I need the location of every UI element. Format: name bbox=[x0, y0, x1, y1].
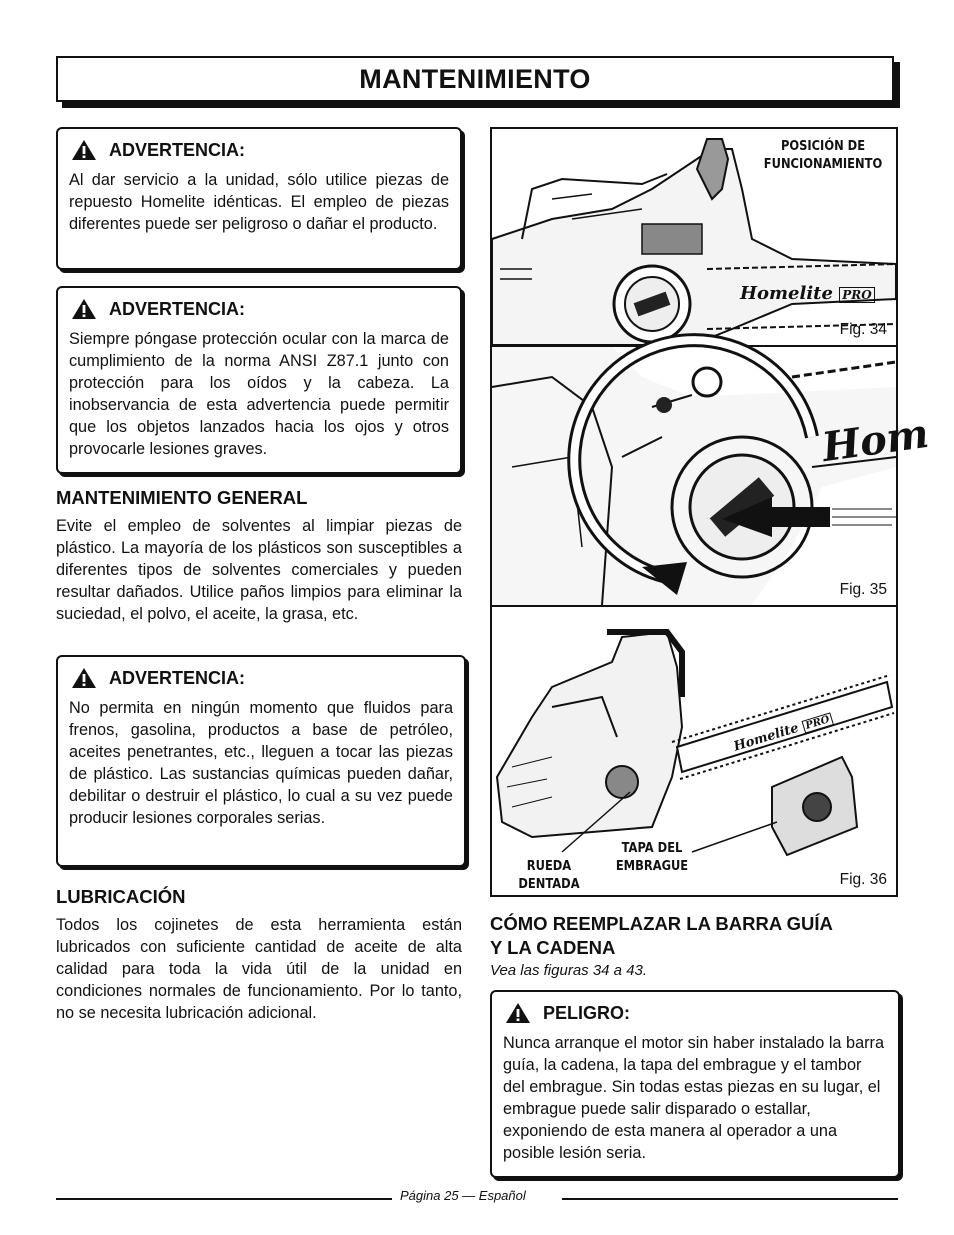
footer-page-number: Página 25 — Español bbox=[400, 1188, 526, 1203]
replace-bar-subtext: Vea las figuras 34 a 43. bbox=[490, 962, 648, 979]
warning-label: ADVERTENCIA: bbox=[109, 298, 246, 319]
footer-rule-left bbox=[56, 1198, 392, 1200]
figure-36 bbox=[490, 605, 898, 897]
danger-text: Nunca arranque el motor sin haber instalado la barra guía, la cadena, la tapa del embrague y el tambor del embrague. Sin todas estas piezas en su lugar, el embrague puede salir disparado o estallar, exponiendo de esta manera al operador a una posible lesión seria. bbox=[503, 1034, 885, 1162]
warning-header bbox=[71, 139, 449, 161]
brand-logo: Homelite PRO bbox=[740, 283, 875, 304]
danger-label: PELIGRO: bbox=[543, 1002, 631, 1023]
warning-icon bbox=[71, 298, 97, 320]
lubrication-text: Todos los cojinetes de esta herramienta están lubricados con suficiente cantidad de aceite de alta calidad para toda la vida útil de la unidad en condiciones normales de funcionamiento. Por lo tanto, no se necesita lubricación adicional. bbox=[56, 916, 462, 1022]
page-title-box bbox=[56, 56, 894, 102]
warning-box-eye-protection bbox=[56, 286, 462, 474]
warning-label: ADVERTENCIA: bbox=[109, 139, 246, 160]
figure-caption: Fig. 36 bbox=[839, 871, 887, 888]
warning-text: Al dar servicio a la unidad, sólo utilice piezas de repuesto Homelite idénticas. El empleo de piezas diferentes puede ser peligroso o dañar el producto. bbox=[69, 171, 449, 233]
warning-text: Siempre póngase protección ocular con la marca de cumplimiento de la norma ANSI Z87.1 junto con protección para los oídos y la cabeza. La inobservancia de esta advertencia puede permitir que los objetos lanzados hacia los ojos y otros provocarle lesiones graves. bbox=[69, 330, 449, 458]
general-maintenance-text: Evite el empleo de solventes al limpiar piezas de plástico. La mayoría de los plásticos son susceptibles a diferentes tipos de solventes comerciales y pueden resultar dañados. Utilice paños limpios para eliminar la suciedad, el polvo, el aceite, la grasa, etc. bbox=[56, 517, 462, 623]
warning-icon bbox=[71, 139, 97, 161]
brand-logo: Homelite PRO bbox=[732, 710, 834, 754]
figure-caption: Fig. 34 bbox=[839, 321, 887, 338]
general-maintenance-heading: MANTENIMIENTO GENERAL bbox=[56, 487, 308, 508]
footer-rule-right bbox=[562, 1198, 898, 1200]
danger-box bbox=[490, 990, 900, 1178]
page-title: MANTENIMIENTO bbox=[359, 63, 591, 94]
figure-caption: Fig. 35 bbox=[839, 581, 887, 598]
warning-box-parts bbox=[56, 127, 462, 270]
warning-icon bbox=[71, 667, 97, 689]
warning-box-fluids bbox=[56, 655, 466, 867]
sprocket-callout: RUEDA DENTADA bbox=[518, 858, 580, 892]
danger-header bbox=[505, 1002, 887, 1024]
figure-34 bbox=[490, 127, 898, 347]
warning-icon bbox=[505, 1002, 531, 1024]
brand-logo: Hom bbox=[819, 409, 932, 472]
warning-header bbox=[71, 298, 449, 320]
replace-bar-heading: CÓMO REEMPLAZAR LA BARRA GUÍA Y LA CADENA bbox=[490, 913, 833, 958]
warning-header bbox=[71, 667, 453, 689]
warning-label: ADVERTENCIA: bbox=[109, 667, 246, 688]
clutch-cover-knob-illustration bbox=[492, 347, 896, 605]
operating-position-callout: POSICIÓN DE FUNCIONAMIENTO bbox=[763, 138, 883, 172]
warning-text: No permita en ningún momento que fluidos para frenos, gasolina, productos a base de petróleo, aceites penetrantes, etc., lleguen a tocar las piezas de plástico. Las sustancias químicas pueden dañar, debilitar o destruir el plástico, lo cual a su vez puede producir lesiones corporales serias. bbox=[69, 699, 453, 827]
clutch-cover-callout: TAPA DEL EMBRAGUE bbox=[615, 840, 689, 874]
lubrication-heading: LUBRICACIÓN bbox=[56, 886, 186, 907]
figure-35 bbox=[490, 345, 932, 607]
